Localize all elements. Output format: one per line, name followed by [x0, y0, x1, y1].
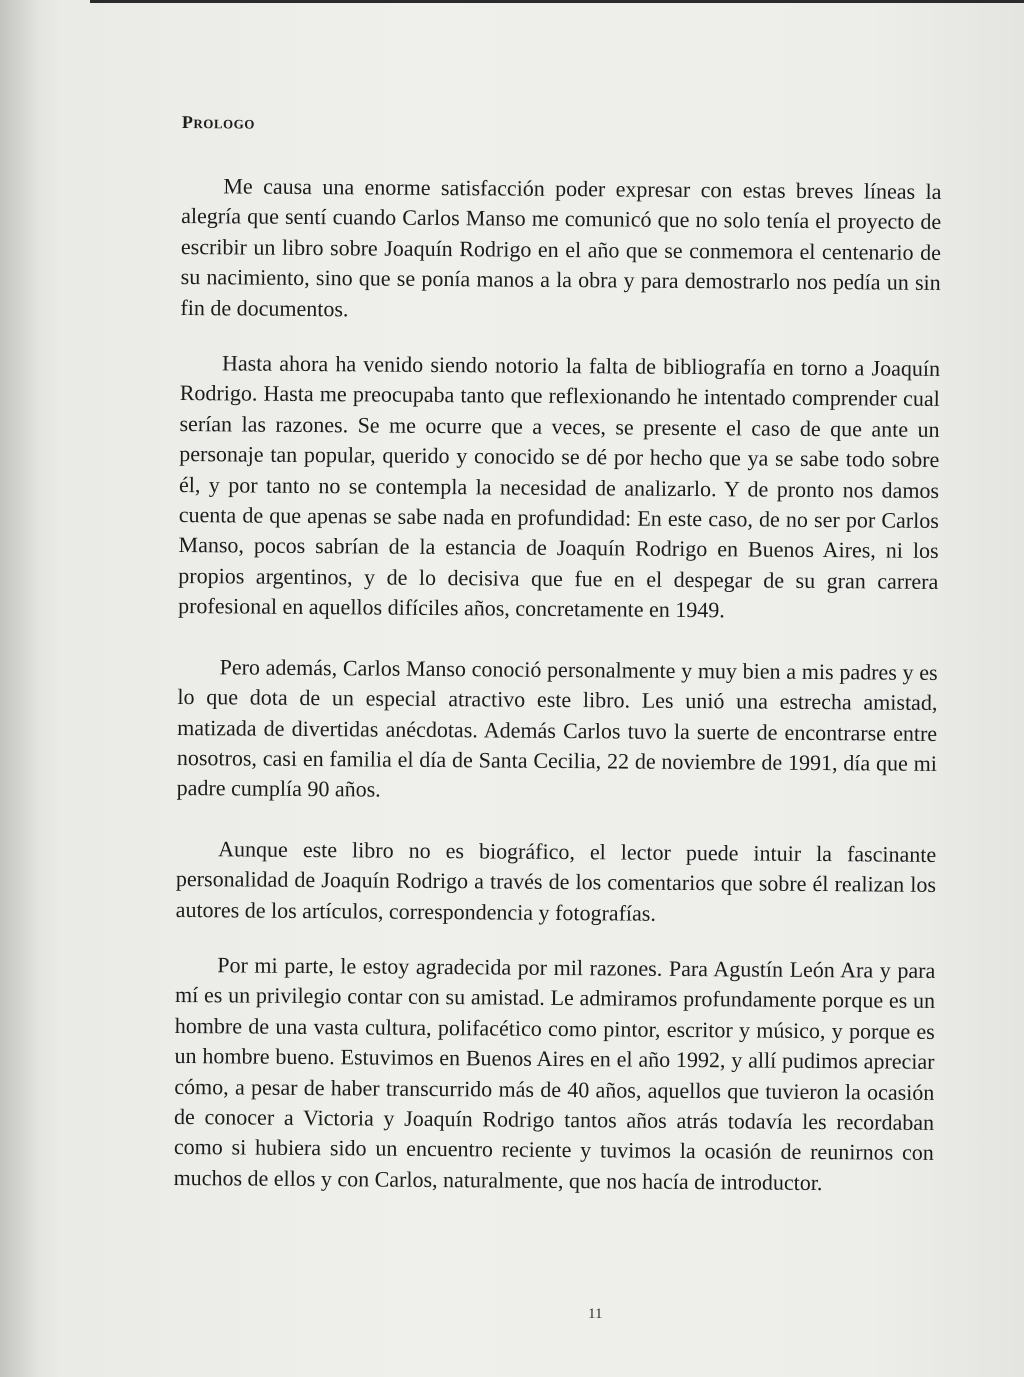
page-top-edge — [90, 0, 1024, 3]
chapter-heading: Prologo — [181, 112, 256, 133]
binding-shadow — [0, 0, 40, 1377]
text-block — [173, 112, 942, 1224]
paragraph-1: Me causa una enorme satisfacción poder expresar con estas breves líneas la alegría que sentí cuando Carlos Manso me comunicó que no solo tenía el proyecto de escribir un libro sobre Joaquín Rodrigo en el año que se conmemora el centenario de su nacimiento, sino que se ponía manos a la obra y para demostrarlo nos pedía un sin fin de documentos. — [180, 173, 942, 321]
paragraph-5: Por mi parte, le estoy agradecida por mil razones. Para Agustín León Ara y para mí es un privilegio contar con su amistad. Le admiramos profundamente porque es un hombre de una vasta cultura, polifacético como pintor, escritor y músico, y porque es un hombre bueno. Estuvimos en Buenos Aires en el año 1992, y allí pudimos apreciar cómo, a pesar de haber transcurrido más de 40 años, aquellos que tuvieron la ocasión de conocer a Victoria y Joaquín Rodrigo tantos años atrás todavía les recordaban como si hubiera sido un encuentro reciente y tuvimos la ocasión de reunirnos con muchos de ellos y con Carlos, naturalmente, que nos hacía de introductor. — [173, 952, 936, 1195]
paragraph-4: Aunque este libro no es biográfico, el lector puede intuir la fascinante personalidad de Joaquín Rodrigo a través de los comentarios que sobre él realizan los autores de los artículos, correspondencia y fotografías. — [175, 836, 937, 926]
paragraph-2: Hasta ahora ha venido siendo notorio la falta de bibliografía en torno a Joaquín Rodrigo. Hasta me preocupaba tanto que reflexionando he intentado comprender cual serían las razones. Se me ocurre que a veces, se presente el caso de que ante un personaje tan popular, querido y conocido se dé por hecho que ya se sabe todo sobre él, y por tanto no se contempla la necesidad de analizarlo. Y de pronto nos damos cuenta de que apenas se sabe nada en profundidad: En este caso, de no ser por Carlos Manso, pocos sabrían de la estancia de Joaquín Rodrigo en Buenos Aires, ni los propios argentinos, y de lo decisiva que fue en el despegar de su gran carrera profesional en aquellos difíciles años, concretamente en 1949. — [178, 350, 941, 623]
page-number: 11 — [588, 1306, 603, 1322]
paragraph-3: Pero además, Carlos Manso conoció personalmente y muy bien a mis padres y es lo que dota de un especial atractivo este libro. Les unió una estrecha amistad, matizada de divertidas anécdotas. Además Carlos tuvo la suerte de encontrarse entre nosotros, casi en familia el día de Santa Cecilia, 22 de noviembre de 1991, día que mi padre cumplía 90 años. — [176, 654, 938, 802]
